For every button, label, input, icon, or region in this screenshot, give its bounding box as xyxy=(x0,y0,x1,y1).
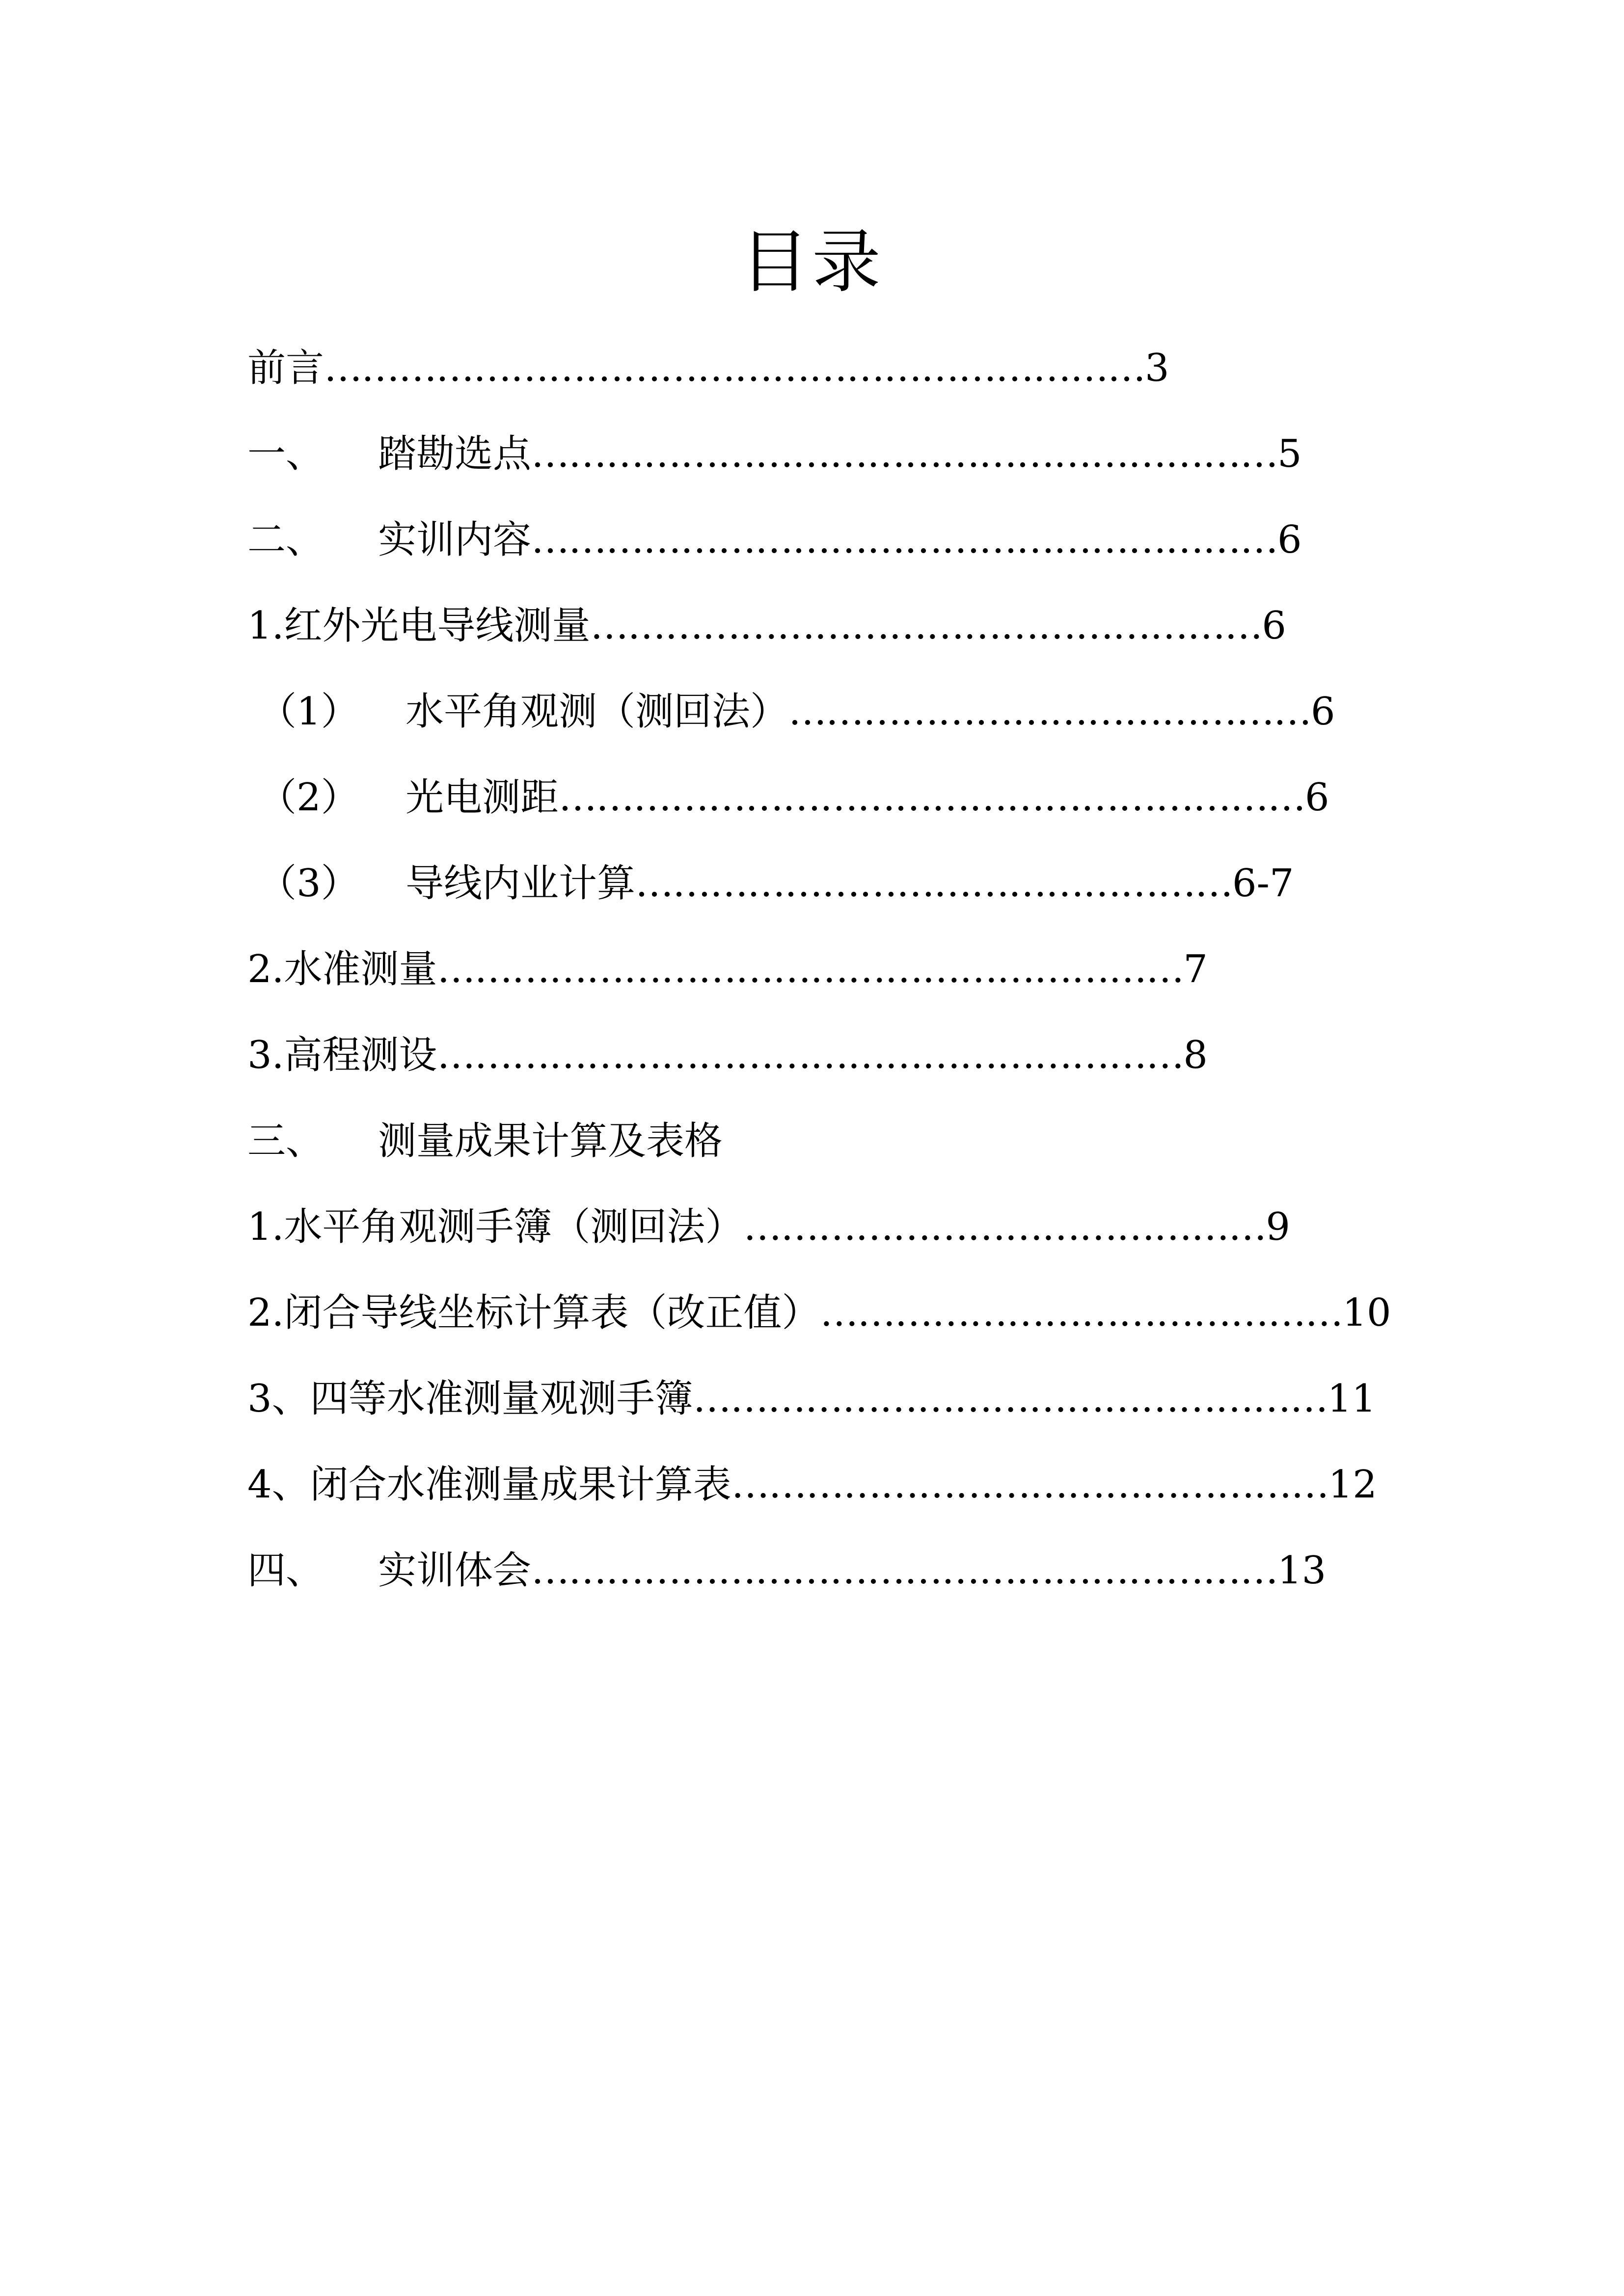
toc-leader-dots: …………………………………… xyxy=(743,1205,1266,1249)
toc-entry-site-survey[interactable] xyxy=(247,429,1302,479)
toc-entry-coordinate-table[interactable] xyxy=(247,1288,1391,1337)
toc-entry-elevation-setting[interactable] xyxy=(247,1031,1208,1080)
toc-entry-label: 2.闭合导线坐标计算表（改正值） xyxy=(247,1291,820,1335)
toc-entry-label: 水平角观测（测回法） xyxy=(406,690,789,734)
page-title: 目录 xyxy=(740,222,884,302)
toc-entry-traverse-survey[interactable] xyxy=(247,601,1286,650)
toc-subsection-number: （1） xyxy=(258,690,359,734)
toc-subsection-number: （3） xyxy=(258,861,359,906)
toc-entry-label: 1.水平角观测手簿（测回法） xyxy=(247,1205,744,1249)
toc-page-number: 9 xyxy=(1266,1205,1291,1249)
toc-leader-dots: …………………………………………………… xyxy=(531,518,1278,562)
toc-section-number: 三、 xyxy=(247,1119,325,1163)
toc-subsection-number: （2） xyxy=(258,775,359,820)
toc-entry-label: 实训内容 xyxy=(378,518,532,562)
toc-page-number: 6 xyxy=(1311,690,1335,734)
toc-page-number: 12 xyxy=(1328,1463,1377,1507)
toc-page-number: 6 xyxy=(1305,775,1329,820)
toc-entry-label: 踏勘选点 xyxy=(378,432,532,476)
toc-page-number: 10 xyxy=(1342,1291,1391,1335)
toc-entry-leveling-notebook[interactable] xyxy=(247,1374,1376,1423)
toc-leader-dots: …………………………………………………… xyxy=(531,1548,1278,1593)
toc-entry-horizontal-angle[interactable] xyxy=(247,687,1335,736)
toc-page-number: 6-7 xyxy=(1232,861,1294,906)
toc-entry-label: 光电测距 xyxy=(406,775,559,820)
toc-entry-training-content[interactable] xyxy=(247,515,1302,564)
toc-leader-dots: ………………………………………… xyxy=(635,861,1233,906)
toc-page-number: 8 xyxy=(1183,1033,1208,1077)
toc-entry-label: 2.水准测量 xyxy=(247,947,437,991)
toc-entry-results-tables[interactable] xyxy=(247,1117,723,1166)
toc-leader-dots: …………………………………… xyxy=(788,690,1311,734)
toc-entry-leveling-results[interactable] xyxy=(247,1460,1377,1509)
toc-entry-label: 实训体会 xyxy=(378,1548,532,1593)
toc-leader-dots: …………………………………………………… xyxy=(437,1033,1184,1077)
toc-entry-leveling[interactable] xyxy=(247,945,1208,994)
toc-entry-label: 1.红外光电导线测量 xyxy=(247,604,591,648)
toc-page-number: 6 xyxy=(1262,604,1287,648)
toc-entry-preface[interactable] xyxy=(247,344,1169,393)
toc-leader-dots: ………………………………………… xyxy=(731,1463,1328,1507)
toc-page-number: 13 xyxy=(1277,1548,1326,1593)
toc-leader-dots: ……………………………………………… xyxy=(590,604,1262,648)
toc-entry-label: 3、四等水准测量观测手簿 xyxy=(247,1377,693,1421)
toc-page-number: 11 xyxy=(1327,1377,1376,1421)
toc-leader-dots: …………………………………………………… xyxy=(437,947,1184,991)
toc-leader-dots: …………………………………………………… xyxy=(531,432,1278,476)
toc-page-number: 3 xyxy=(1145,346,1169,390)
toc-entry-angle-notebook[interactable] xyxy=(247,1202,1290,1252)
toc-page-number: 5 xyxy=(1277,432,1302,476)
toc-entry-traverse-computation[interactable] xyxy=(247,859,1294,908)
toc-entry-edm-distance[interactable] xyxy=(247,773,1329,822)
toc-leader-dots: …………………………………………………… xyxy=(559,775,1305,820)
toc-section-number: 一、 xyxy=(247,432,325,476)
toc-section-number: 四、 xyxy=(247,1548,325,1593)
toc-leader-dots: ………………………………………………………… xyxy=(324,346,1145,390)
toc-entry-label: 前言 xyxy=(247,346,325,390)
toc-entry-label: 4、闭合水准测量成果计算表 xyxy=(247,1463,731,1507)
toc-page-number: 6 xyxy=(1277,518,1302,562)
toc-entry-label: 测量成果计算及表格 xyxy=(378,1119,723,1163)
toc-entry-label: 导线内业计算 xyxy=(406,861,636,906)
toc-entry-reflections[interactable] xyxy=(247,1546,1326,1595)
toc-page-number: 7 xyxy=(1183,947,1208,991)
toc-leader-dots: …………………………………………… xyxy=(693,1377,1327,1421)
toc-leader-dots: …………………………………… xyxy=(820,1291,1343,1335)
toc-entry-label: 3.高程测设 xyxy=(247,1033,437,1077)
toc-section-number: 二、 xyxy=(247,518,325,562)
